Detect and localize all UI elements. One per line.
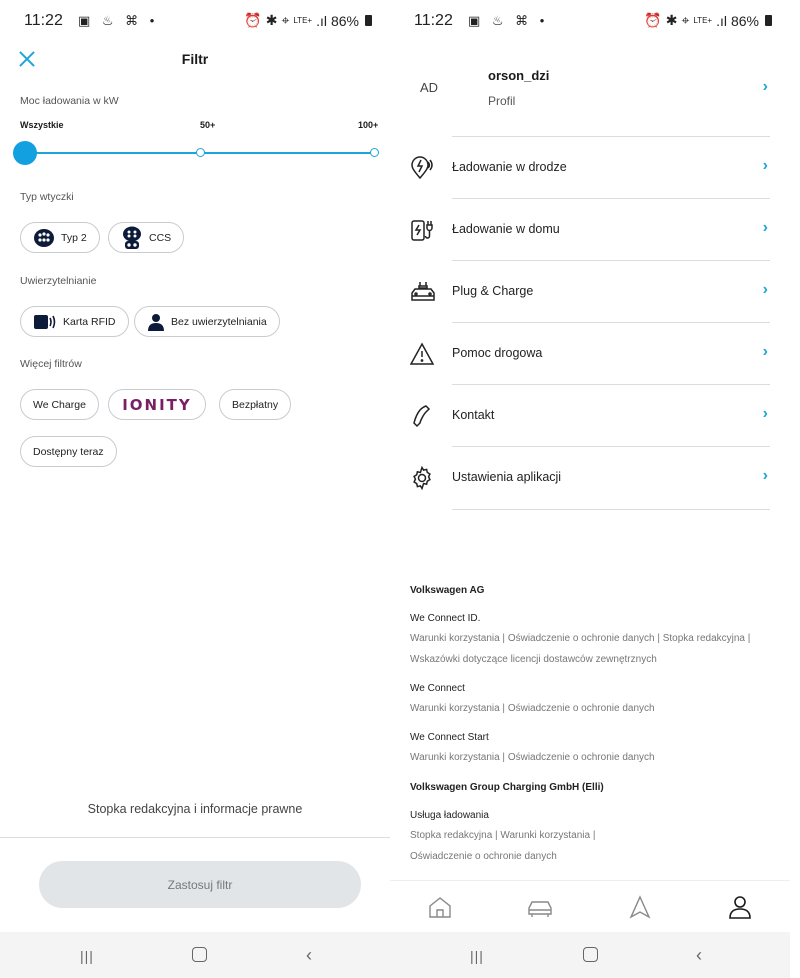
legal-company-elli: Volkswagen Group Charging GmbH (Elli) [410,782,604,793]
bluetooth-icon: ✱ [665,12,678,28]
system-icons [644,12,772,29]
clock: 11:22 [414,12,453,29]
legal-group-links[interactable]: Warunki korzystania | Oświadczenie o ochronie danych [410,752,655,763]
chip-type2[interactable] [20,222,100,253]
chip-free-label: Bezpłatny [232,398,279,411]
system-icons [244,12,372,29]
chevron-right-icon: › [762,281,768,298]
power-mark-50: 50+ [200,120,216,130]
legal-group-links[interactable]: Warunki korzystania | Oświadczenie o ochronie danych | Stopka redakcyjna | Wskazówki dotyczące licencji dostawców zewnętrznych [410,633,751,665]
network-label: LTE+ [693,16,713,25]
person-icon [147,313,165,331]
clock: 11:22 [24,12,63,29]
chip-type2-label: Typ 2 [61,231,87,244]
battery-icon [765,15,772,26]
chip-available-now-label: Dostępny teraz [33,445,104,458]
chip-no-auth-label: Bez uwierzytelniania [171,315,267,328]
home-nav-icon[interactable] [192,947,207,962]
warning-triangle-icon [410,342,434,366]
menu-item-contact[interactable] [390,384,790,446]
menu-item-app-settings[interactable] [390,446,790,508]
legal-group-title: Usługa ładowania [410,810,489,821]
chevron-right-icon: › [762,78,768,95]
power-slider-tick-50[interactable] [196,148,205,157]
network-label: LTE+ [293,16,313,25]
plug-type-label: Typ wtyczki [20,191,74,203]
menu-item-charging-route[interactable] [390,136,790,198]
signal-icon: .ıl [716,12,727,29]
chevron-right-icon: › [762,343,768,360]
menu-item-label: Kontakt [452,408,495,422]
gear-icon [410,466,434,490]
chip-free[interactable] [219,389,291,420]
legal-company: Volkswagen AG [410,585,485,596]
chip-we-charge[interactable] [20,389,99,420]
notification-icons: ▣ ♨ ⌘ • [468,13,549,28]
rfid-card-icon [33,313,57,331]
recent-apps-icon[interactable]: ||| [470,948,484,964]
chip-available-now[interactable] [20,436,117,467]
menu-item-home-charging[interactable] [390,198,790,260]
phone-icon [410,404,434,428]
home-nav-icon[interactable] [583,947,598,962]
system-nav-bar [390,932,790,978]
chip-rfid-label: Karta RFID [63,315,116,328]
apply-filter-button[interactable]: Zastosuj filtr [39,861,361,908]
power-slider-tick-100[interactable] [370,148,379,157]
divider [0,837,390,838]
bottom-tab-bar [390,880,790,932]
location-icon: ⌖ [281,12,290,28]
battery-percent: 86% [330,12,359,29]
chip-we-charge-label: We Charge [33,398,86,411]
battery-icon [365,15,372,26]
menu-item-label: Ładowanie w domu [452,222,560,236]
chip-rfid[interactable] [20,306,129,337]
chevron-right-icon: › [762,467,768,484]
username: orson_dzi [488,68,550,83]
profile-icon[interactable] [727,895,753,919]
power-slider-handle[interactable] [13,141,37,165]
ccs-plug-icon [121,226,143,250]
legal-group-title: We Connect [410,683,465,694]
screen-gap [790,0,800,978]
charging-route-icon [410,156,434,180]
chip-ionity[interactable] [108,389,206,420]
menu-item-plug-charge[interactable] [390,260,790,322]
home-charger-icon [410,218,434,242]
chip-ccs-label: CCS [149,231,172,244]
page-title: Filtr [181,51,209,67]
chevron-right-icon: › [762,405,768,422]
type2-plug-icon [33,228,55,248]
back-icon[interactable]: ‹ [696,945,702,965]
battery-percent: 86% [730,12,759,29]
legal-footer-link[interactable]: Stopka redakcyjna i informacje prawne [87,802,303,816]
more-filters-label: Więcej filtrów [20,358,82,370]
power-mark-all: Wszystkie [20,120,64,130]
car-icon[interactable] [527,895,553,919]
menu-item-label: Ładowanie w drodze [452,160,567,174]
notification-icons: ▣ ♨ ⌘ • [78,13,159,28]
navigation-arrow-icon[interactable] [627,895,653,919]
menu-item-roadside-assist[interactable] [390,322,790,384]
filter-screen [0,0,390,978]
chevron-right-icon: › [762,157,768,174]
status-bar [0,10,390,34]
home-icon[interactable] [427,895,453,919]
legal-group-links[interactable]: Warunki korzystania | Oświadczenie o ochronie danych [410,703,655,714]
recent-apps-icon[interactable]: ||| [80,948,94,964]
ionity-logo: IONITY [122,395,192,414]
signal-icon: .ıl [316,12,327,29]
divider [452,509,770,510]
auth-label: Uwierzytelnianie [20,275,97,287]
legal-group-links[interactable]: Stopka redakcyjna | Warunki korzystania | Oświadczenie o ochronie danych [410,830,596,862]
alarm-icon: ⏰ [644,12,662,28]
profile-subtitle: Profil [488,94,516,108]
bluetooth-icon: ✱ [265,12,278,28]
chip-no-auth[interactable] [134,306,280,337]
legal-group-title: We Connect ID. [410,613,481,624]
system-nav-bar [0,932,390,978]
chevron-right-icon: › [762,219,768,236]
back-icon[interactable]: ‹ [306,945,312,965]
profile-screen [390,0,790,978]
menu-item-label: Pomoc drogowa [452,346,543,360]
menu-item-label: Plug & Charge [452,284,534,298]
menu-item-label: Ustawienia aplikacji [452,470,562,484]
legal-group-title: We Connect Start [410,732,489,743]
chip-ccs[interactable] [108,222,184,253]
power-label: Moc ładowania w kW [20,95,119,107]
avatar: AD [420,80,439,95]
status-bar [390,10,790,34]
plug-car-icon [410,280,434,304]
power-mark-100: 100+ [358,120,379,130]
location-icon: ⌖ [681,12,690,28]
alarm-icon: ⏰ [244,12,262,28]
